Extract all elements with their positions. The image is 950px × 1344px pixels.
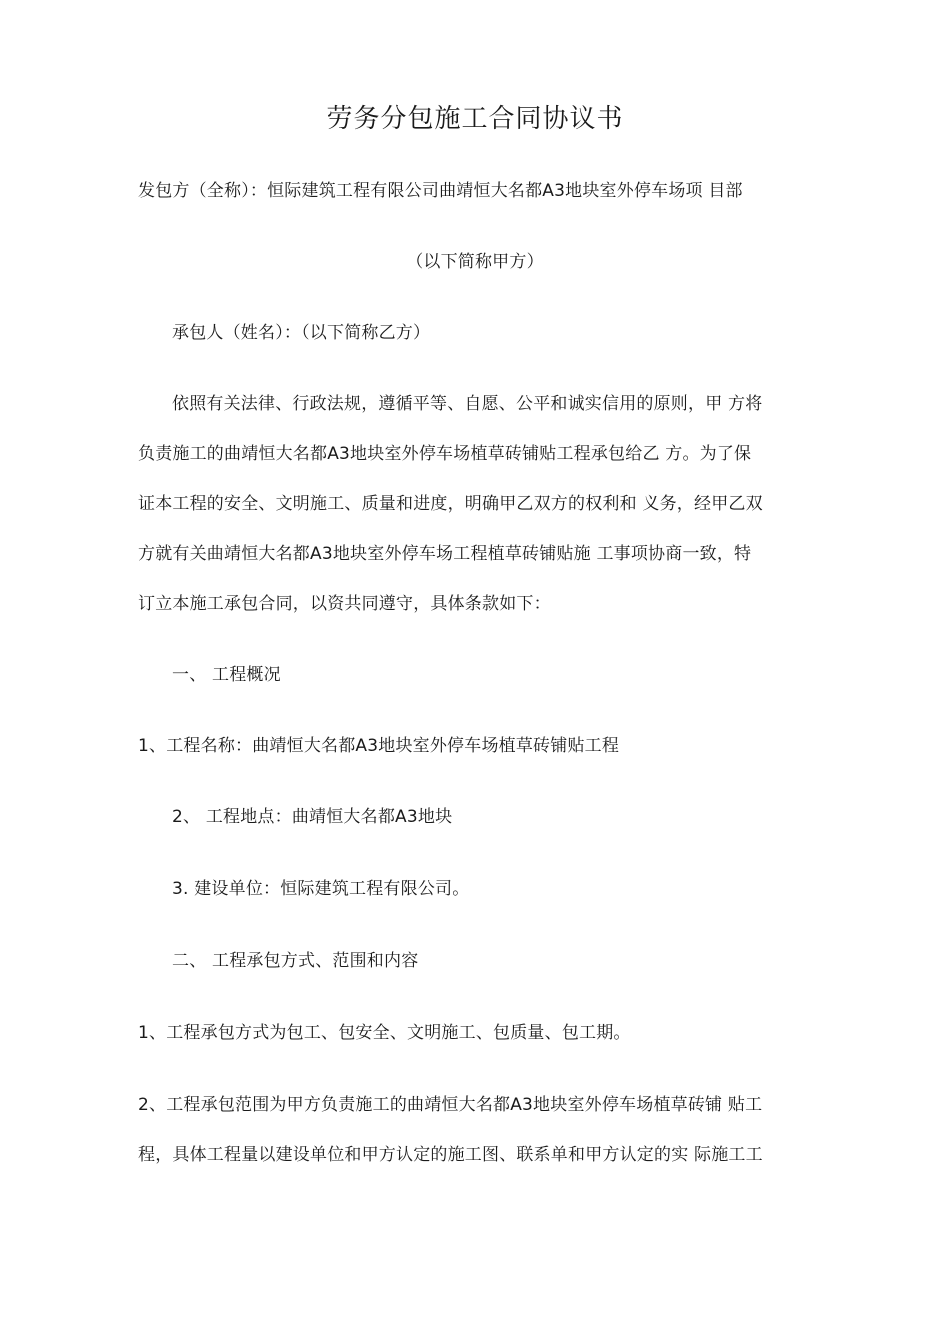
list-item: 程，具体工程量以建设单位和甲方认定的施工图、联系单和甲方认定的实 际施工工 xyxy=(138,1145,763,1165)
list-item: 2、 工程地点：曲靖恒大名都A3地块 xyxy=(172,807,453,827)
section-heading: 二、 工程承包方式、范围和内容 xyxy=(172,951,419,971)
preamble-line: 证本工程的安全、文明施工、质量和进度，明确甲乙双方的权利和 义务，经甲乙双 xyxy=(138,494,763,514)
preamble-line: 负责施工的曲靖恒大名都A3地块室外停车场植草砖铺贴工程承包给乙 方。为了保 xyxy=(138,444,752,464)
list-item: 3. 建设单位：恒际建筑工程有限公司。 xyxy=(172,879,470,899)
preamble-line: 订立本施工承包合同，以资共同遵守，具体条款如下： xyxy=(138,594,551,614)
list-item: 1、工程承包方式为包工、包安全、文明施工、包质量、包工期。 xyxy=(138,1023,631,1043)
party-a-line: 发包方（全称）：恒际建筑工程有限公司曲靖恒大名都A3地块室外停车场项 目部 xyxy=(138,181,743,201)
document-title: 劳务分包施工合同协议书 xyxy=(326,104,624,134)
preamble-line: 依照有关法律、行政法规，遵循平等、自愿、公平和诚实信用的原则，甲 方将 xyxy=(172,394,763,414)
party-b-line: 承包人（姓名）：（以下简称乙方） xyxy=(172,323,431,343)
section-heading: 一、 工程概况 xyxy=(172,665,281,685)
party-a-note: （以下简称甲方） xyxy=(406,252,544,272)
preamble-line: 方就有关曲靖恒大名都A3地块室外停车场工程植草砖铺贴施 工事项协商一致，特 xyxy=(138,544,752,564)
list-item: 1、工程名称：曲靖恒大名都A3地块室外停车场植草砖铺贴工程 xyxy=(138,736,620,756)
list-item: 2、工程承包范围为甲方负责施工的曲靖恒大名都A3地块室外停车场植草砖铺 贴工 xyxy=(138,1095,763,1115)
